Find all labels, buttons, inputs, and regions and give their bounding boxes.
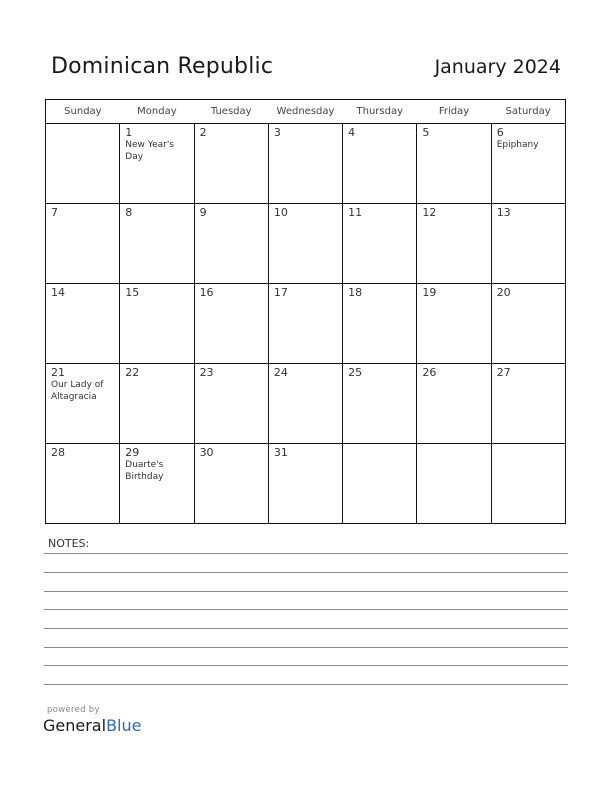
day-cell xyxy=(343,284,417,364)
day-number: 31 xyxy=(273,446,288,459)
day-cell xyxy=(120,204,194,284)
holiday-label: Our Lady of Altagracia xyxy=(51,380,104,402)
day-cell xyxy=(417,444,491,524)
brand-general: General xyxy=(43,716,107,735)
holiday-label: New Year's Day xyxy=(125,140,174,162)
day-cell xyxy=(343,444,417,524)
week-row xyxy=(46,444,566,524)
day-number: 19 xyxy=(422,286,437,299)
weekday-friday: Friday xyxy=(417,100,491,124)
notes-line xyxy=(44,553,568,554)
weekday-header-row xyxy=(46,100,566,124)
day-cell xyxy=(491,444,565,524)
day-number: 18 xyxy=(348,286,363,299)
day-number: 27 xyxy=(496,366,511,379)
notes-line xyxy=(44,665,568,666)
day-cell xyxy=(120,364,194,444)
day-number: 28 xyxy=(51,446,65,459)
day-number: 24 xyxy=(273,366,288,379)
notes-label: NOTES: xyxy=(48,537,90,550)
day-number: 10 xyxy=(273,206,288,219)
country-title: Dominican Republic xyxy=(51,54,274,79)
day-number: 20 xyxy=(496,286,511,299)
day-cell xyxy=(120,444,194,524)
day-number: 7 xyxy=(51,206,58,219)
day-number: 17 xyxy=(273,286,288,299)
calendar-grid xyxy=(45,99,566,524)
week-row xyxy=(46,284,566,364)
day-number: 29 xyxy=(125,446,140,459)
day-cell xyxy=(46,364,120,444)
day-cell xyxy=(268,284,342,364)
week-row xyxy=(46,204,566,284)
day-cell xyxy=(120,124,194,204)
day-cell xyxy=(46,284,120,364)
day-number: 3 xyxy=(273,126,281,139)
day-number: 11 xyxy=(348,206,363,219)
week-row xyxy=(46,124,566,204)
generalblue-logo xyxy=(43,716,141,735)
day-number: 4 xyxy=(348,126,356,139)
weekday-wednesday: Wednesday xyxy=(268,100,342,124)
day-number: 8 xyxy=(125,206,133,219)
day-cell xyxy=(194,124,268,204)
day-number: 1 xyxy=(125,126,133,139)
day-number: 9 xyxy=(199,206,207,219)
day-cell xyxy=(46,204,120,284)
day-cell xyxy=(268,444,342,524)
notes-line xyxy=(44,628,568,629)
weekday-sunday: Sunday xyxy=(46,100,120,124)
weekday-saturday: Saturday xyxy=(491,100,565,124)
notes-line xyxy=(44,591,568,592)
day-number: 25 xyxy=(348,366,363,379)
day-cell xyxy=(268,124,342,204)
brand-blue: Blue xyxy=(106,716,142,735)
holiday-label: Epiphany xyxy=(496,140,539,150)
day-cell xyxy=(194,444,268,524)
day-cell xyxy=(194,204,268,284)
day-cell xyxy=(491,124,565,204)
day-cell xyxy=(491,284,565,364)
day-cell xyxy=(343,124,417,204)
day-number: 14 xyxy=(51,286,65,299)
holiday-label: Duarte's Birthday xyxy=(125,460,164,482)
month-year-title: January 2024 xyxy=(434,56,561,78)
day-number: 2 xyxy=(199,126,207,139)
day-cell xyxy=(491,204,565,284)
day-cell xyxy=(268,364,342,444)
day-cell xyxy=(491,364,565,444)
notes-line xyxy=(44,647,568,648)
day-cell xyxy=(343,204,417,284)
day-cell xyxy=(343,364,417,444)
day-cell xyxy=(194,364,268,444)
powered-by-text: powered by xyxy=(47,705,100,715)
day-number: 30 xyxy=(199,446,214,459)
notes-line xyxy=(44,609,568,610)
week-row xyxy=(46,364,566,444)
day-number: 16 xyxy=(199,286,214,299)
day-number: 15 xyxy=(125,286,140,299)
day-number: 5 xyxy=(422,126,430,139)
weekday-monday: Monday xyxy=(120,100,194,124)
day-cell xyxy=(417,204,491,284)
day-cell xyxy=(194,284,268,364)
day-number: 21 xyxy=(51,366,65,379)
day-cell xyxy=(417,364,491,444)
day-cell xyxy=(417,284,491,364)
day-number: 22 xyxy=(125,366,140,379)
day-cell xyxy=(46,444,120,524)
notes-line xyxy=(44,572,568,573)
notes-line xyxy=(44,684,568,685)
weekday-tuesday: Tuesday xyxy=(194,100,268,124)
day-cell xyxy=(120,284,194,364)
day-number: 6 xyxy=(496,126,504,139)
day-cell xyxy=(46,124,120,204)
day-number: 23 xyxy=(199,366,214,379)
day-cell xyxy=(417,124,491,204)
weekday-thursday: Thursday xyxy=(343,100,417,124)
day-cell xyxy=(268,204,342,284)
day-number: 12 xyxy=(422,206,437,219)
day-number: 26 xyxy=(422,366,437,379)
day-number: 13 xyxy=(496,206,511,219)
